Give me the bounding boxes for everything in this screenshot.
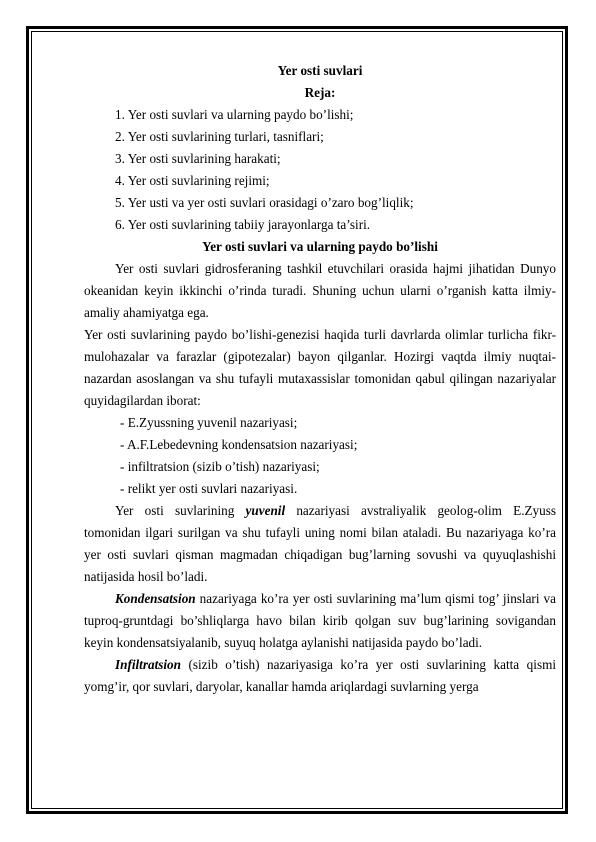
term-yuvenil: yuvenil <box>245 503 286 518</box>
plan-item: 3. Yer osti suvlarining harakati; <box>115 151 281 166</box>
plan-list <box>84 104 556 236</box>
plan-item: 5. Yer usti va yer osti suvlari orasidagi o’zaro bog’liqlik; <box>115 195 414 210</box>
theory-item: - relikt yer osti suvlari nazariyasi. <box>120 481 298 496</box>
theory-item: - A.F.Lebedevning kondensatsion nazariyasi; <box>120 437 358 452</box>
paragraph-3 <box>84 500 556 588</box>
paragraph-5-text: (sizib o’tish) nazariyasiga ko’ra yer osti suvlarining katta qismi yomg’ir, qor suvlari, daryolar, kanallar hamda ariqlardagi suvlarning yerga <box>84 657 556 694</box>
section-heading: Yer osti suvlari va ularning paydo bo’lishi <box>202 239 438 254</box>
paragraph-4-text: nazariyaga ko’ra yer osti suvlarining ma’lum qismi tog’ jinslari va tuproq-gruntdagi bo’shliqlarga havo bilan kirib qolgan suv bug’larining sovigandan keyin kondensatsiyalanib, suyuq holatga aylanishi natijasida paydo bo’ladi. <box>84 591 556 650</box>
paragraph-3-lead: Yer osti suvlarining <box>115 503 246 518</box>
paragraph-2: Yer osti suvlarining paydo bo’lishi-genezisi haqida turli davrlarda olimlar turlicha fikr-mulohazalar va farazlar (gipotezalar) bayon qilganlar. Hozirgi vaqtda ilmiy nuqtai-nazardan asoslangan va shu tufayli mutaxassislar tomonidan qabul qilingan nazariyalar quyidagilardan iborat: <box>84 327 556 408</box>
term-kondensatsion: Kondensatsion <box>115 591 196 606</box>
document-title: Yer osti suvlari <box>277 63 363 78</box>
theory-list <box>84 412 556 500</box>
plan-item: 6. Yer osti suvlarining tabiiy jarayonlarga ta’siri. <box>115 217 371 232</box>
term-infiltratsion: Infiltratsion <box>115 657 181 672</box>
theory-item: - E.Zyussning yuvenil nazariyasi; <box>120 415 298 430</box>
plan-heading: Reja: <box>304 85 336 100</box>
theory-item: - infiltratsion (sizib o’tish) nazariyasi; <box>120 459 320 474</box>
plan-item: 1. Yer osti suvlari va ularning paydo bo’lishi; <box>115 107 354 122</box>
paragraph-1: Yer osti suvlari gidrosferaning tashkil etuvchilari orasida hajmi jihatidan Dunyo okeanidan keyin ikkinchi o’rinda turadi. Shuning uchun ularni o’rganish katta ilmiy-amaliy ahamiyatga ega. <box>84 261 556 320</box>
plan-item: 2. Yer osti suvlarining turlari, tasniflari; <box>115 129 324 144</box>
paragraph-3-text: nazariyasi avstraliyalik geolog-olim E.Zyuss tomonidan ilgari surilgan va shu tufayli uning nomi bilan ataladi. Bu nazariyaga ko’ra yer osti suvlari qisman magmadan chiqadigan bug’larning sovushi va quyuqlashishi natijasida hosil bo’ladi. <box>84 503 556 584</box>
plan-item: 4. Yer osti suvlarining rejimi; <box>115 173 270 188</box>
paragraph-5 <box>84 654 556 698</box>
paragraph-4 <box>84 588 556 654</box>
document-body <box>84 60 556 698</box>
